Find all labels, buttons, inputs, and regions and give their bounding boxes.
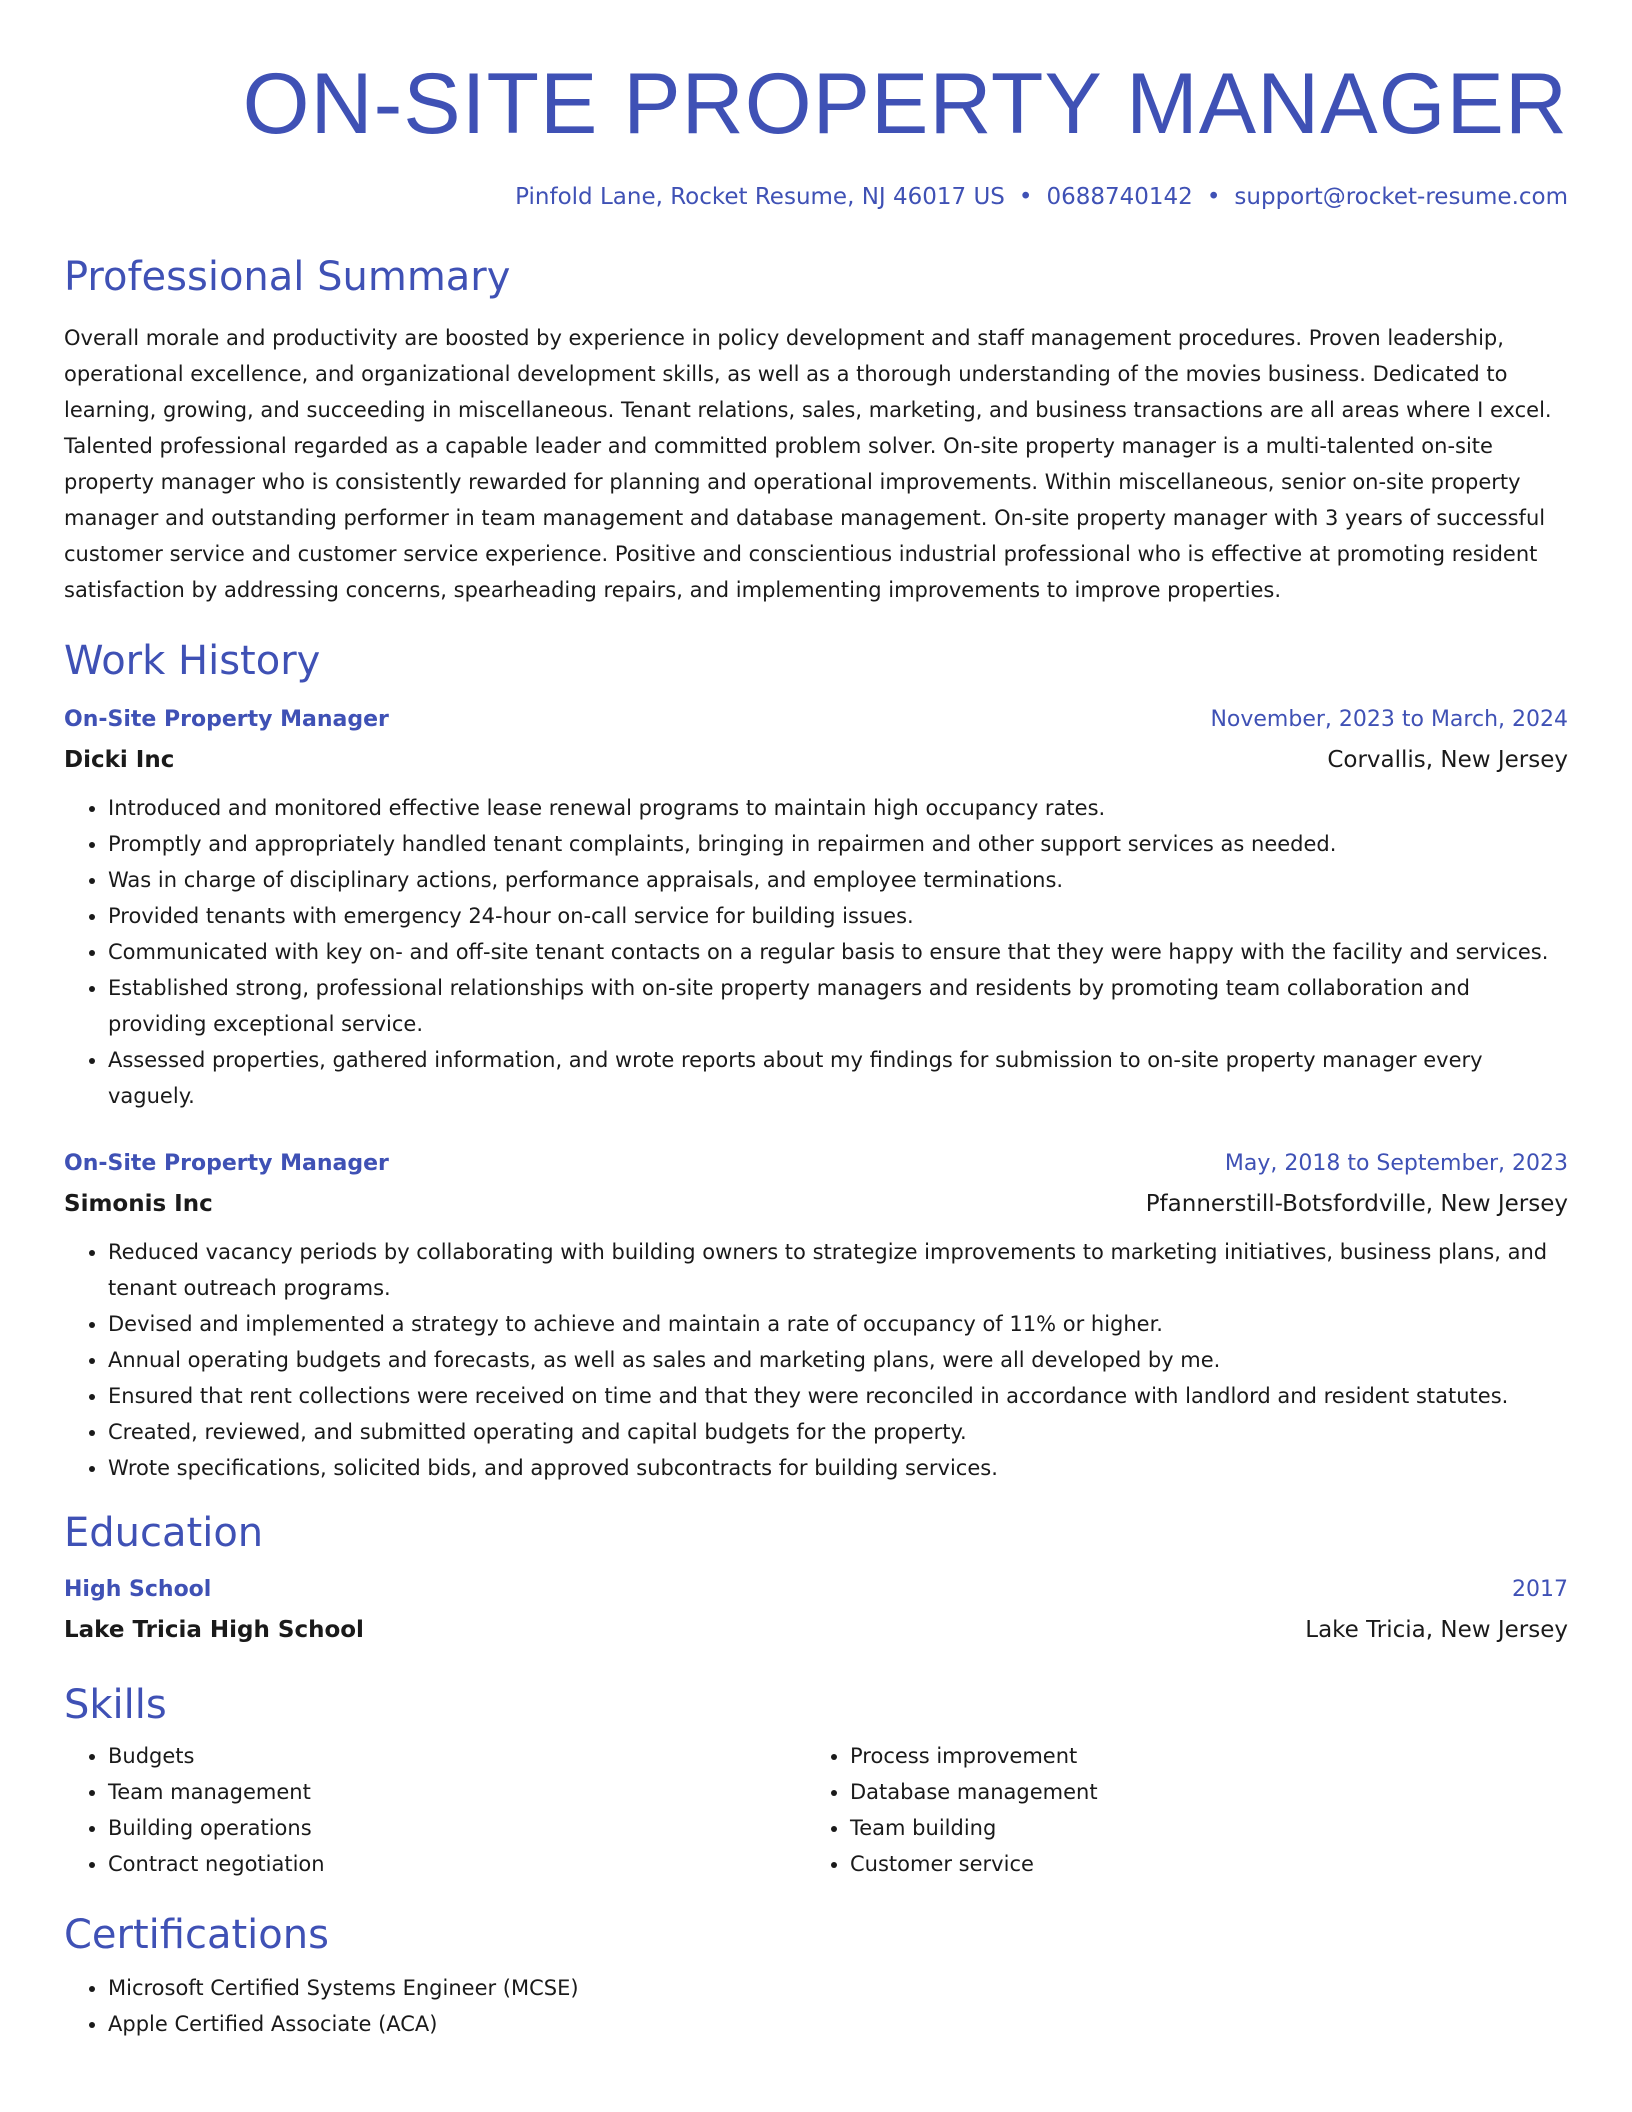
education-entry <box>64 1570 1568 1650</box>
certification-item: • Apple Certified Associate (ACA) <box>108 2006 1568 2042</box>
skill-item: • Process improvement <box>850 1738 1548 1774</box>
summary-text: Overall morale and productivity are boosted by experience in policy development and staff management procedures. Proven leadership, operational excellence, and organizational development skills, as well as a thorough understanding of the movies business. Dedicated to learning, growing, and succeeding in miscellaneous. Tenant relations, sales, marketing, and business transactions are all areas where I excel. Talented professional regarded as a capable leader and committed problem solver. On-site property manager is a multi-talented on-site property manager who is consistently rewarded for planning and operational improvements. Within miscellaneous, senior on-site property manager and outstanding performer in team management and database management. On-site property manager with 3 years of successful customer service and customer service experience. Positive and conscientious industrial professional who is effective at promoting resident satisfaction by addressing concerns, spearheading repairs, and implementing improvements to improve properties. <box>64 326 1552 602</box>
skill-item: • Database management <box>850 1774 1548 1810</box>
job-location: Corvallis, New Jersey <box>1327 747 1568 773</box>
work-history-heading: Work History <box>64 638 321 684</box>
certification-item: • Microsoft Certified Systems Engineer (MCSE) <box>108 1970 1568 2006</box>
job-header-row <box>64 700 1568 740</box>
job-bullet: • Devised and implemented a strategy to achieve and maintain a rate of occupancy of 11% or higher. <box>108 1306 1568 1342</box>
education-degree: High School <box>64 1577 212 1602</box>
education-heading: Education <box>64 1510 264 1556</box>
job-bullet: • Wrote specifications, solicited bids, and approved subcontracts for building services. <box>108 1450 1568 1486</box>
contact-separator: • <box>1018 184 1033 210</box>
contact-email[interactable]: support@rocket-resume.com <box>1234 184 1568 210</box>
job-bullet: • Ensured that rent collections were received on time and that they were reconciled in accordance with landlord and resident statutes. <box>108 1378 1568 1414</box>
job-bullet: • Was in charge of disciplinary actions, performance appraisals, and employee terminations. <box>108 862 1568 898</box>
skill-item: • Team management <box>108 1774 806 1810</box>
job-bullets <box>64 1234 1568 1486</box>
contact-address: Pinfold Lane, Rocket Resume, NJ 46017 US <box>515 184 1005 210</box>
job-bullet: • Provided tenants with emergency 24-hour on-call service for building issues. <box>108 898 1568 934</box>
job-title: On-Site Property Manager <box>64 707 389 732</box>
job-bullet: • Established strong, professional relationships with on-site property managers and residents by promoting team collaboration and providing exceptional service. <box>108 970 1568 1042</box>
skills-column-left <box>64 1738 806 1882</box>
skill-item: • Contract negotiation <box>108 1846 806 1882</box>
education-school: Lake Tricia High School <box>64 1617 364 1643</box>
job-entry <box>64 1144 1568 1486</box>
skills-list <box>64 1738 1568 1882</box>
job-bullet: • Assessed properties, gathered information, and wrote reports about my findings for submission to on-site property manager every vaguely. <box>108 1042 1568 1114</box>
job-company: Dicki Inc <box>64 747 175 773</box>
skills-heading: Skills <box>64 1682 167 1728</box>
job-bullet: • Reduced vacancy periods by collaborating with building owners to strategize improvements to marketing initiatives, business plans, and tenant outreach programs. <box>108 1234 1568 1306</box>
certifications-heading: Certifications <box>64 1912 329 1958</box>
job-dates: May, 2018 to September, 2023 <box>1224 1151 1568 1176</box>
skill-item: • Team building <box>850 1810 1548 1846</box>
certifications-list <box>64 1970 1568 2042</box>
job-bullet: • Communicated with key on- and off-site tenant contacts on a regular basis to ensure that they were happy with the facility and services. <box>108 934 1568 970</box>
job-dates: November, 2023 to March, 2024 <box>1210 707 1568 732</box>
skill-item: • Building operations <box>108 1810 806 1846</box>
job-company-row <box>64 740 1568 780</box>
summary-heading: Professional Summary <box>64 254 511 300</box>
contact-line <box>64 182 1568 212</box>
resume-header <box>64 0 1568 212</box>
resume-name: ON-SITE PROPERTY MANAGER <box>242 56 1568 152</box>
resume-page <box>64 0 1568 2042</box>
job-company-row <box>64 1184 1568 1224</box>
job-company: Simonis Inc <box>64 1191 213 1217</box>
contact-phone: 0688740142 <box>1046 184 1193 210</box>
job-bullet: • Promptly and appropriately handled tenant complaints, bringing in repairmen and other support services as needed. <box>108 826 1568 862</box>
job-bullet: • Introduced and monitored effective lease renewal programs to maintain high occupancy rates. <box>108 790 1568 826</box>
education-location: Lake Tricia, New Jersey <box>1305 1617 1568 1643</box>
job-title: On-Site Property Manager <box>64 1151 389 1176</box>
education-school-row <box>64 1610 1568 1650</box>
job-header-row <box>64 1144 1568 1184</box>
education-header-row <box>64 1570 1568 1610</box>
job-bullets <box>64 790 1568 1114</box>
job-entry <box>64 700 1568 1114</box>
skill-item: • Customer service <box>850 1846 1548 1882</box>
education-year: 2017 <box>1512 1577 1568 1602</box>
skill-item: • Budgets <box>108 1738 806 1774</box>
job-bullet: • Created, reviewed, and submitted operating and capital budgets for the property. <box>108 1414 1568 1450</box>
skills-column-right <box>806 1738 1548 1882</box>
contact-separator: • <box>1206 184 1221 210</box>
job-location: Pfannerstill-Botsfordville, New Jersey <box>1145 1191 1568 1217</box>
job-bullet: • Annual operating budgets and forecasts, as well as sales and marketing plans, were all developed by me. <box>108 1342 1568 1378</box>
